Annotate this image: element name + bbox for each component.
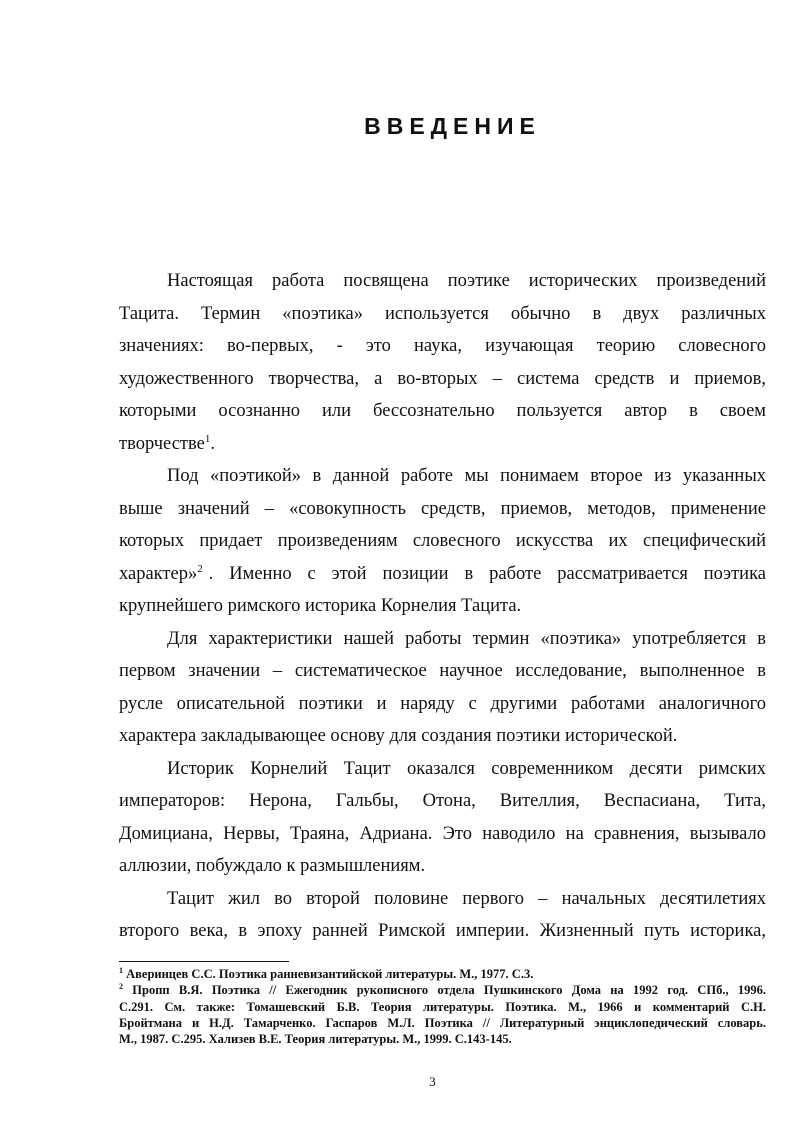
text-line: Тацит жил во второй половине первого – начальных десятилетиях — [167, 888, 766, 909]
text-line: Историк Корнелий Тацит оказался современником десяти римских — [167, 758, 766, 779]
text-line: Под «поэтикой» в данной работе мы понимаем второе из указанных — [167, 466, 766, 486]
footnote-text: Пропп В.Я. Поэтика // Ежегодник рукописного отдела Пушкинского Дома на 1992 год. СПб., 1996. — [132, 983, 767, 998]
text-line: характера закладывающее основу для создания поэтики исторической. — [119, 726, 678, 746]
text-line: первом значении – систематическое научное исследование, выполненное в — [119, 661, 766, 681]
footnote-text: М., 1987. С.295. Хализев В.Е. Теория литературы. М., 1999. С.143-145. — [119, 1032, 512, 1047]
footnote-marker: 1 — [119, 965, 123, 975]
footnote-divider — [119, 961, 289, 962]
paragraph-2 — [119, 460, 766, 623]
text-line: аллюзии, побуждало к размышлениям. — [119, 856, 426, 876]
text-line: значениях: во-первых, - это наука, изучающая теорию словесного — [119, 336, 766, 356]
text-line: Домициана, Нервы, Траяна, Адриана. Это наводило на сравнения, вызывало — [119, 823, 766, 844]
paragraph-1 — [119, 265, 766, 460]
text-line: Настоящая работа посвящена поэтике исторических произведений — [167, 271, 766, 291]
paragraph-5 — [119, 883, 766, 948]
text-fragment: творчестве — [119, 433, 205, 454]
footnotes — [119, 966, 766, 1047]
footnote-marker: 2 — [197, 562, 203, 575]
text-line: которыми осознанно или бессознательно пользуется автор в своем — [119, 401, 766, 421]
footnote-text: Бройтмана и Н.Д. Тамарченко. Гаспаров М.Л. Поэтика // Литературный энциклопедический словарь. — [119, 1015, 766, 1030]
text-line: Для характеристики нашей работы термин «поэтика» употребляется в — [167, 628, 766, 649]
page-title: ВВЕДЕНИЕ — [364, 113, 541, 139]
footnote-text: Аверинцев С.С. Поэтика ранневизантийской литературы. М., 1977. С.3. — [126, 967, 534, 981]
text-fragment: характер» — [119, 563, 198, 584]
text-line: Тацита. Термин «поэтика» используется обычно в двух различных — [119, 303, 766, 324]
text-fragment: . — [210, 433, 215, 454]
text-line — [119, 558, 766, 591]
page-number: 3 — [429, 1074, 436, 1089]
footnote-1 — [119, 966, 766, 982]
text-line: выше значений – «совокупность средств, приемов, методов, применение — [119, 498, 766, 519]
paragraph-3 — [119, 623, 766, 753]
text-line: крупнейшего римского историка Корнелия Тацита. — [119, 596, 522, 616]
text-line: русле описательной поэтики и наряду с другими работами аналогичного — [119, 693, 766, 714]
text-fragment: . Именно с этой позиции в работе рассматривается поэтика — [208, 563, 766, 584]
footnote-marker: 1 — [204, 432, 211, 445]
text-line: императоров: Нерона, Гальбы, Отона, Вителлия, Веспасиана, Тита, — [119, 791, 766, 811]
text-fragment — [119, 558, 203, 591]
footnote-2 — [119, 982, 766, 998]
footnote-text: С.291. См. также: Томашевский Б.В. Теория литературы. Поэтика. М., 1966 и комментарий С.Н. — [119, 999, 766, 1014]
body-text — [119, 265, 766, 948]
text-line: художественного творчества, а во-вторых – система средств и приемов, — [119, 368, 766, 389]
text-line — [119, 428, 766, 461]
paragraph-4 — [119, 753, 766, 883]
text-line: второго века, в эпоху ранней Римской империи. Жизненный путь историка, — [119, 921, 766, 941]
text-line: которых придает произведениям словесного искусства их специфический — [119, 531, 766, 551]
footnote-marker: 2 — [119, 982, 123, 992]
